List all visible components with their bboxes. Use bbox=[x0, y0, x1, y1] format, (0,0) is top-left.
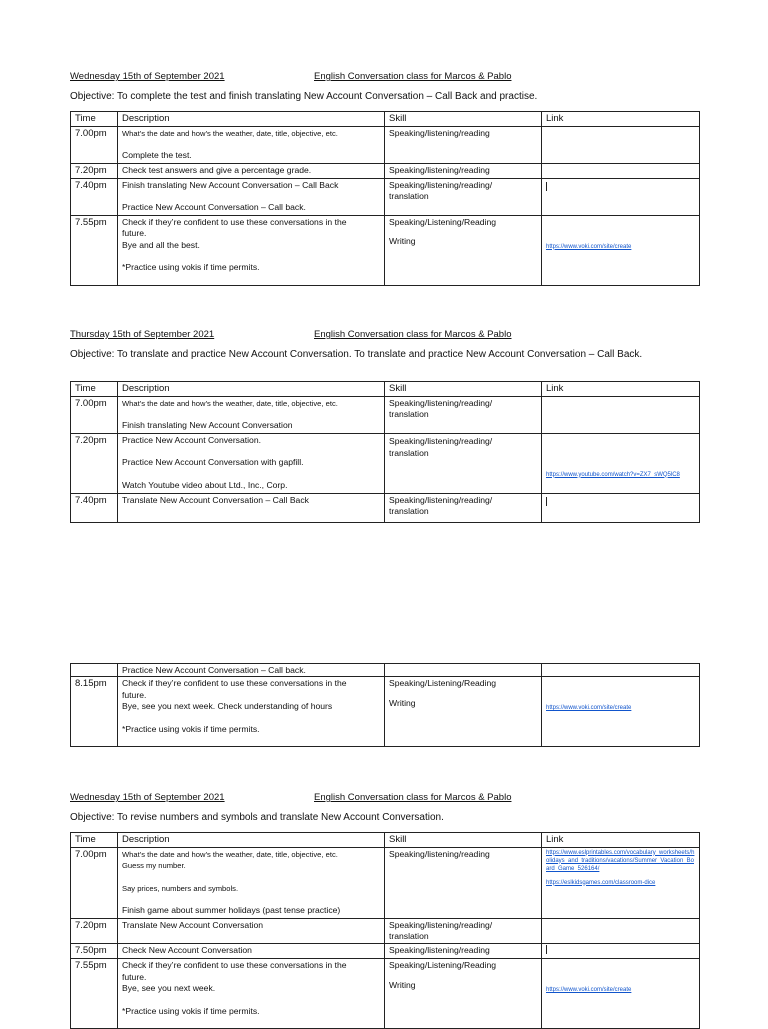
row-skill bbox=[385, 433, 542, 493]
desc-line: Finish game about summer holidays (past tense practice) bbox=[122, 905, 341, 915]
row-time: 7.00pm bbox=[71, 126, 118, 163]
row-time: 7.20pm bbox=[71, 918, 118, 943]
desc-line: Guess my number. bbox=[122, 861, 186, 870]
lesson3-objective: Objective: To revise numbers and symbols and translate New Account Conversation. bbox=[70, 812, 444, 823]
row-time: 7.40pm bbox=[71, 178, 118, 215]
col-header-link: Link bbox=[542, 382, 700, 397]
row-skill bbox=[385, 178, 542, 215]
desc-line: Check if they’re confident to use these conversations in the bbox=[122, 678, 347, 688]
desc-line: Finish translating New Account Conversation – Call Back bbox=[122, 179, 339, 190]
row-description bbox=[118, 959, 385, 1029]
desc-line: Practice New Account Conversation with gapfill. bbox=[122, 457, 304, 467]
skill-line: translation bbox=[389, 447, 429, 458]
row-link bbox=[542, 677, 700, 747]
lesson2-objective: Objective: To translate and practice New Account Conversation. To translate and practice New Account Conversation – Call Back. bbox=[70, 349, 643, 360]
desc-line: Check if they’re confident to use these conversations in the bbox=[122, 960, 347, 970]
desc-line: What’s the date and how’s the weather, date, title, objective, etc. bbox=[122, 398, 338, 408]
row-link[interactable] bbox=[542, 493, 700, 522]
desc-line: Complete the test. bbox=[122, 150, 192, 160]
desc-line: future. bbox=[122, 971, 147, 982]
desc-line: Finish translating New Account Conversation bbox=[122, 420, 293, 430]
row-description bbox=[118, 178, 385, 215]
table-row bbox=[71, 943, 700, 959]
table-row bbox=[71, 918, 700, 943]
desc-line: future. bbox=[122, 689, 147, 700]
row-time: 7.00pm bbox=[71, 847, 118, 918]
desc-line: Bye, see you next week. Check understanding of hours bbox=[122, 701, 333, 711]
row-skill bbox=[385, 677, 542, 747]
col-header-description: Description bbox=[118, 382, 385, 397]
row-description: Translate New Account Conversation – Call Back bbox=[118, 493, 385, 522]
row-skill bbox=[385, 664, 542, 677]
voki-link[interactable]: https://www.voki.com/site/create bbox=[546, 243, 632, 250]
skill-line: Speaking/listening/reading/ bbox=[389, 435, 493, 446]
col-header-time: Time bbox=[71, 112, 118, 127]
desc-line: *Practice using vokis if time permits. bbox=[122, 1005, 260, 1016]
skill-line: Speaking/Listening/Reading bbox=[389, 678, 497, 688]
lesson1-class-title: English Conversation class for Marcos & Pablo bbox=[314, 71, 512, 82]
col-header-description: Description bbox=[118, 112, 385, 127]
row-description bbox=[118, 215, 385, 285]
row-skill: Speaking/listening/reading bbox=[385, 943, 542, 959]
row-skill bbox=[385, 959, 542, 1029]
desc-line: Bye, see you next week. bbox=[122, 983, 216, 993]
lesson3-class-title: English Conversation class for Marcos & Pablo bbox=[314, 792, 512, 803]
row-time: 7.20pm bbox=[71, 163, 118, 178]
text-cursor bbox=[546, 945, 547, 954]
col-header-skill: Skill bbox=[385, 833, 542, 848]
table-row bbox=[71, 178, 700, 215]
skill-line: Speaking/listening/reading/ bbox=[389, 397, 493, 408]
skill-line: Speaking/Listening/Reading bbox=[389, 960, 497, 970]
table-row bbox=[71, 664, 700, 677]
skill-line: Speaking/listening/reading/ bbox=[389, 494, 493, 505]
row-time: 7.50pm bbox=[71, 943, 118, 959]
desc-line: Watch Youtube video about Ltd., Inc., Corp. bbox=[122, 479, 288, 490]
row-description: Translate New Account Conversation bbox=[118, 918, 385, 943]
row-description bbox=[118, 677, 385, 747]
table-row bbox=[71, 847, 700, 918]
lesson2-continued-table bbox=[70, 663, 700, 747]
row-description: Practice New Account Conversation – Call back. bbox=[118, 664, 385, 677]
row-link[interactable] bbox=[542, 943, 700, 959]
row-link bbox=[542, 396, 700, 433]
row-description bbox=[118, 126, 385, 163]
table-row bbox=[71, 215, 700, 285]
lesson3-table bbox=[70, 832, 700, 1029]
desc-line: Say prices, numbers and symbols. bbox=[122, 883, 239, 893]
skill-line: translation bbox=[389, 930, 429, 941]
row-link bbox=[542, 433, 700, 493]
row-link bbox=[542, 215, 700, 285]
col-header-time: Time bbox=[71, 833, 118, 848]
text-cursor bbox=[546, 497, 547, 506]
row-time: 7.40pm bbox=[71, 493, 118, 522]
col-header-time: Time bbox=[71, 382, 118, 397]
row-time: 8.15pm bbox=[71, 677, 118, 747]
table-row bbox=[71, 396, 700, 433]
row-skill: Speaking/listening/reading bbox=[385, 847, 542, 918]
youtube-link[interactable]: https://www.youtube.com/watch?v=ZX7_sWQ5lC8 bbox=[546, 471, 680, 478]
lesson2-header bbox=[70, 329, 512, 340]
desc-line: Practice New Account Conversation. bbox=[122, 434, 261, 445]
skill-line: Speaking/listening/reading/ bbox=[389, 179, 493, 190]
skill-line: translation bbox=[389, 409, 429, 419]
voki-link[interactable]: https://www.voki.com/site/create bbox=[546, 705, 632, 711]
row-link[interactable] bbox=[542, 178, 700, 215]
table-header-row bbox=[71, 112, 700, 127]
col-header-skill: Skill bbox=[385, 382, 542, 397]
desc-line: What’s the date and how’s the weather, date, title, objective, etc. bbox=[122, 128, 338, 138]
row-description bbox=[118, 847, 385, 918]
lesson2-table bbox=[70, 381, 700, 523]
eslprintables-link[interactable]: https://www.eslprintables.com/vocabulary_worksheets/holidays_and_traditions/vacations/Summer_Vacation_Board_Game_526164/ bbox=[546, 849, 695, 872]
eslkidsgames-link[interactable]: https://eslkidsgames.com/classroom-dice bbox=[546, 879, 656, 886]
row-time: 7.55pm bbox=[71, 215, 118, 285]
row-time: 7.20pm bbox=[71, 433, 118, 493]
table-row bbox=[71, 959, 700, 1029]
table-header-row bbox=[71, 833, 700, 848]
row-time bbox=[71, 664, 118, 677]
row-skill bbox=[385, 396, 542, 433]
desc-line: *Practice using vokis if time permits. bbox=[122, 262, 260, 272]
table-row bbox=[71, 433, 700, 493]
row-skill: Speaking/listening/reading bbox=[385, 163, 542, 178]
row-link bbox=[542, 847, 700, 918]
table-row bbox=[71, 493, 700, 522]
row-link bbox=[542, 918, 700, 943]
skill-line: Writing bbox=[389, 697, 416, 708]
row-skill bbox=[385, 918, 542, 943]
table-row bbox=[71, 677, 700, 747]
desc-line: future. bbox=[122, 228, 147, 238]
lesson1-objective: Objective: To complete the test and finish translating New Account Conversation – Call Back and practise. bbox=[70, 91, 538, 102]
col-header-description: Description bbox=[118, 833, 385, 848]
lesson1-date: Wednesday 15th of September 2021 bbox=[70, 71, 225, 82]
row-time: 7.00pm bbox=[71, 396, 118, 433]
table-row bbox=[71, 163, 700, 178]
text-cursor bbox=[546, 182, 547, 191]
table-header-row bbox=[71, 382, 700, 397]
col-header-link: Link bbox=[542, 112, 700, 127]
row-description: Check New Account Conversation bbox=[118, 943, 385, 959]
skill-line: translation bbox=[389, 506, 429, 516]
lesson1-header bbox=[70, 71, 512, 82]
voki-link[interactable]: https://www.voki.com/site/create bbox=[546, 987, 632, 993]
lesson2-date: Thursday 15th of September 2021 bbox=[70, 329, 215, 340]
desc-line: Bye and all the best. bbox=[122, 239, 200, 250]
row-description: Check test answers and give a percentage grade. bbox=[118, 163, 385, 178]
table-row bbox=[71, 126, 700, 163]
col-header-link: Link bbox=[542, 833, 700, 848]
row-link bbox=[542, 163, 700, 178]
lesson2-class-title: English Conversation class for Marcos & Pablo bbox=[314, 329, 512, 340]
skill-line: Speaking/Listening/Reading bbox=[389, 216, 497, 227]
desc-line: *Practice using vokis if time permits. bbox=[122, 723, 260, 734]
row-description bbox=[118, 433, 385, 493]
row-link bbox=[542, 126, 700, 163]
skill-line: Writing bbox=[389, 236, 416, 246]
row-link bbox=[542, 664, 700, 677]
lesson1-table bbox=[70, 111, 700, 286]
desc-line: Practice New Account Conversation – Call back. bbox=[122, 202, 306, 212]
row-link bbox=[542, 959, 700, 1029]
row-description bbox=[118, 396, 385, 433]
lesson3-header bbox=[70, 792, 512, 803]
row-time: 7.55pm bbox=[71, 959, 118, 1029]
row-skill: Speaking/listening/reading bbox=[385, 126, 542, 163]
col-header-skill: Skill bbox=[385, 112, 542, 127]
skill-line: Speaking/listening/reading/ bbox=[389, 919, 493, 930]
row-skill bbox=[385, 493, 542, 522]
row-skill bbox=[385, 215, 542, 285]
skill-line: Writing bbox=[389, 979, 416, 990]
desc-line: What’s the date and how’s the weather, date, title, objective, etc. bbox=[122, 849, 338, 859]
desc-line: Check if they’re confident to use these conversations in the bbox=[122, 216, 347, 227]
skill-line: translation bbox=[389, 191, 429, 201]
lesson3-date: Wednesday 15th of September 2021 bbox=[70, 792, 225, 803]
